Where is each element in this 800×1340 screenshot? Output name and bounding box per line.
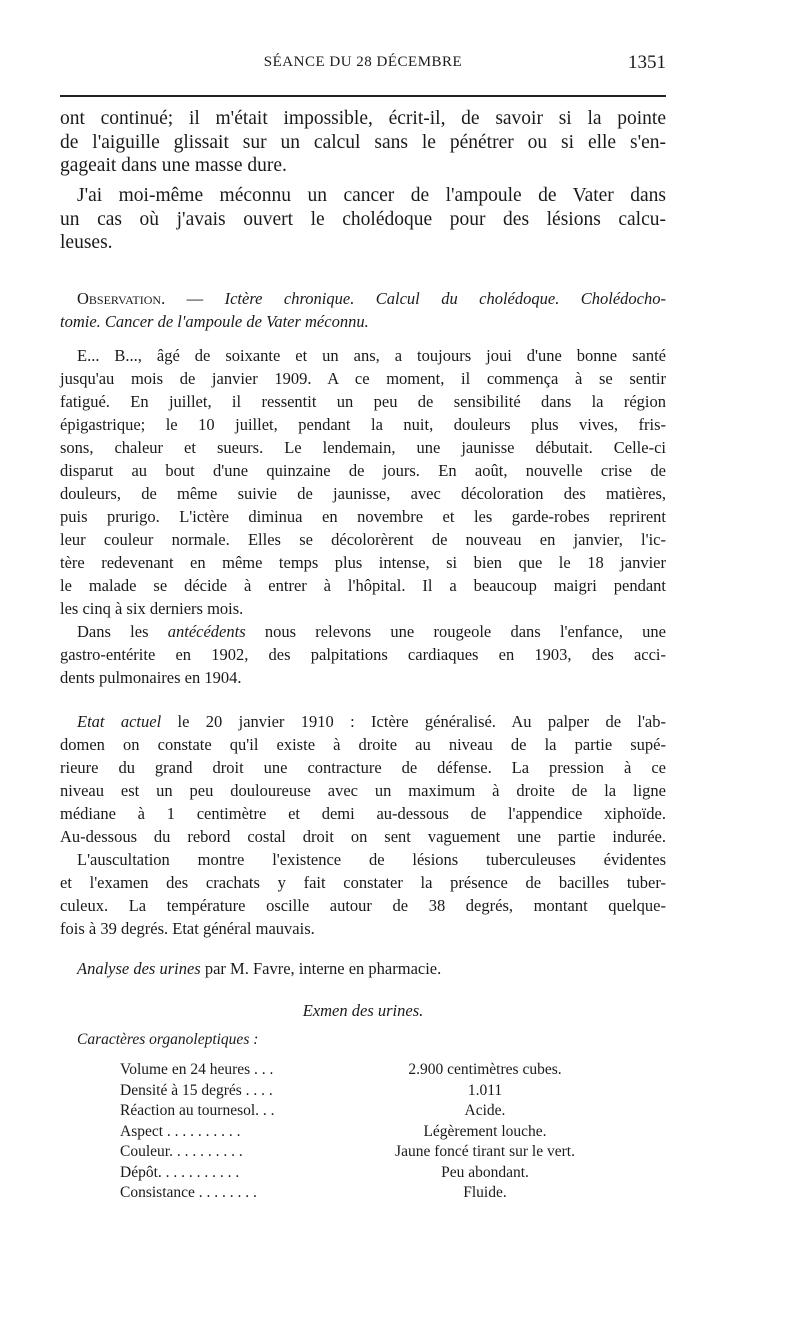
text-line: rieure du grand droit une contracture de défense. La pression à ce [60, 758, 666, 777]
text-span: par M. Favre, interne en pharmacie. [200, 959, 442, 978]
text-line: L'auscultation montre l'existence de lésions tuberculeuses évidentes [77, 850, 666, 869]
table-label: Volume en 24 heures . . . [120, 1061, 274, 1078]
text-line: Au-dessous du rebord costal droit on sent vaguement une partie indurée. [60, 827, 666, 846]
table-label: Dépôt. . . . . . . . . . . [120, 1163, 240, 1181]
table-label: Réaction au tournesol. . . [120, 1102, 275, 1119]
observation-title-cont: tomie. Cancer de l'ampoule de Vater méconnu. [60, 312, 369, 331]
header-rule [60, 95, 666, 97]
table-row [120, 1163, 620, 1184]
running-head: SÉANCE DU 28 DÉCEMBRE [263, 54, 463, 70]
text-line: gageait dans une masse dure. [60, 155, 287, 176]
table-row [120, 1081, 620, 1102]
urine-table [120, 1060, 620, 1204]
paragraph-history [60, 344, 666, 620]
observation-label: Observation. [77, 289, 166, 308]
table-label: Densité à 15 degrés . . . . [120, 1081, 273, 1099]
text-line: culeux. La température oscille autour de 38 degrés, montant quelque- [60, 896, 666, 915]
text-line: niveau est un peu douloureuse avec un maximum à droite de la ligne [60, 781, 666, 800]
paragraph-continuation [60, 107, 666, 178]
table-label: Consistance . . . . . . . . [120, 1184, 257, 1201]
table-value: Fluide. [463, 1184, 507, 1201]
text-line: E... B..., âgé de soixante et un ans, a toujours joui d'une bonne santé [77, 346, 666, 365]
text-line [60, 710, 666, 733]
caracteres-heading [60, 1028, 666, 1051]
table-value: Peu abondant. [441, 1163, 529, 1181]
text-line: ont continué; il m'était impossible, écrit-il, de savoir si la pointe [60, 108, 666, 129]
page-number: 1351 [628, 52, 666, 73]
paragraph-antecedents [60, 620, 666, 689]
text-line [60, 957, 666, 980]
text-line: leur couleur normale. Elles se décolorèrent de nouveau en janvier, l'ic- [60, 530, 666, 549]
text-line: J'ai moi-même méconnu un cancer de l'ampoule de Vater dans [77, 185, 666, 206]
text-span: nous relevons une rougeole dans l'enfance, une [245, 622, 666, 641]
text-span: Dans les [77, 622, 168, 641]
text-line [60, 620, 666, 643]
text-line [60, 310, 666, 333]
table-value: 2.900 centimètres cubes. [408, 1061, 562, 1078]
analyse-heading [60, 957, 666, 980]
page-header [60, 54, 666, 76]
italic-term: Etat actuel [77, 712, 162, 731]
text-line: médiane à 1 centimètre et demi au-dessous de l'appendice xiphoïde. [60, 804, 666, 823]
text-line [60, 287, 666, 310]
text-line: disparut au bout d'une quinzaine de jours. En août, nouvelle crise de [60, 461, 666, 480]
text-line: douleurs, de même suivie de jaunisse, avec décoloration des matières, [60, 484, 666, 503]
text-line: de l'aiguille glissait sur un calcul sans le pénétrer ou si elle s'en- [60, 131, 666, 153]
text-line: gastro-entérite en 1902, des palpitations cardiaques en 1903, des acci- [60, 645, 666, 664]
observation-heading [60, 287, 666, 333]
text-line: puis prurigo. L'ictère diminua en novembre et les garde-robes reprirent [60, 507, 666, 526]
text-line: sons, chaleur et sueurs. Le lendemain, une jaunisse débutait. Celle-ci [60, 438, 666, 457]
paragraph-etat-actuel [60, 710, 666, 848]
exam-title [60, 999, 666, 1022]
table-value: Jaune foncé tirant sur le vert. [395, 1143, 575, 1160]
table-row [120, 1183, 620, 1204]
text-line: un cas où j'avais ouvert le cholédoque pour des lésions calcu- [60, 208, 666, 230]
observation-title: Ictère chronique. Calcul du cholédoque. Cholédocho- [224, 289, 667, 308]
text-line: et l'examen des crachats y fait constater la présence de bacilles tuber- [60, 873, 666, 892]
observation-dash: — [165, 289, 225, 308]
table-row [120, 1101, 620, 1122]
table-label: Aspect . . . . . . . . . . [120, 1122, 241, 1140]
table-row [120, 1060, 620, 1081]
text-line: domen on constate qu'il existe à droite au niveau de la partie supé- [60, 735, 666, 754]
text-line: le malade se décide à entrer à l'hôpital. Il a beaucoup maigri pendant [60, 576, 666, 595]
text-line: leuses. [60, 232, 113, 253]
text-line: fois à 39 degrés. Etat général mauvais. [60, 919, 315, 938]
text-line: tère redevenant en même temps plus intense, si bien que le 18 janvier [60, 553, 666, 572]
italic-term: antécédents [167, 622, 246, 641]
table-value: Acide. [464, 1102, 506, 1119]
text-line: épigastrique; le 10 juillet, pendant la nuit, douleurs plus vives, fris- [60, 415, 666, 434]
table-row [120, 1122, 620, 1143]
caracteres-text: Caractères organoleptiques : [77, 1031, 259, 1048]
table-label: Couleur. . . . . . . . . . [120, 1143, 243, 1160]
exam-title-text: Exmen des urines. [302, 1001, 424, 1020]
text-span: le 20 janvier 1910 : Ictère généralisé. Au palper de l'ab- [161, 712, 666, 731]
text-line: fatigué. En juillet, il ressentit un peu de sensibilité dans la région [60, 392, 666, 411]
table-row [120, 1142, 620, 1163]
text-line [60, 1031, 258, 1048]
text-line: dents pulmonaires en 1904. [60, 668, 242, 687]
paragraph-auscultation [60, 848, 666, 940]
paragraph-vater [60, 184, 666, 255]
italic-term: Analyse des urines [77, 959, 201, 978]
text-line: les cinq à six derniers mois. [60, 599, 244, 618]
text-line: jusqu'au mois de janvier 1909. A ce moment, il commença à se sentir [60, 369, 666, 388]
table-value: 1.011 [467, 1081, 503, 1099]
table-value: Légèrement louche. [423, 1122, 547, 1140]
